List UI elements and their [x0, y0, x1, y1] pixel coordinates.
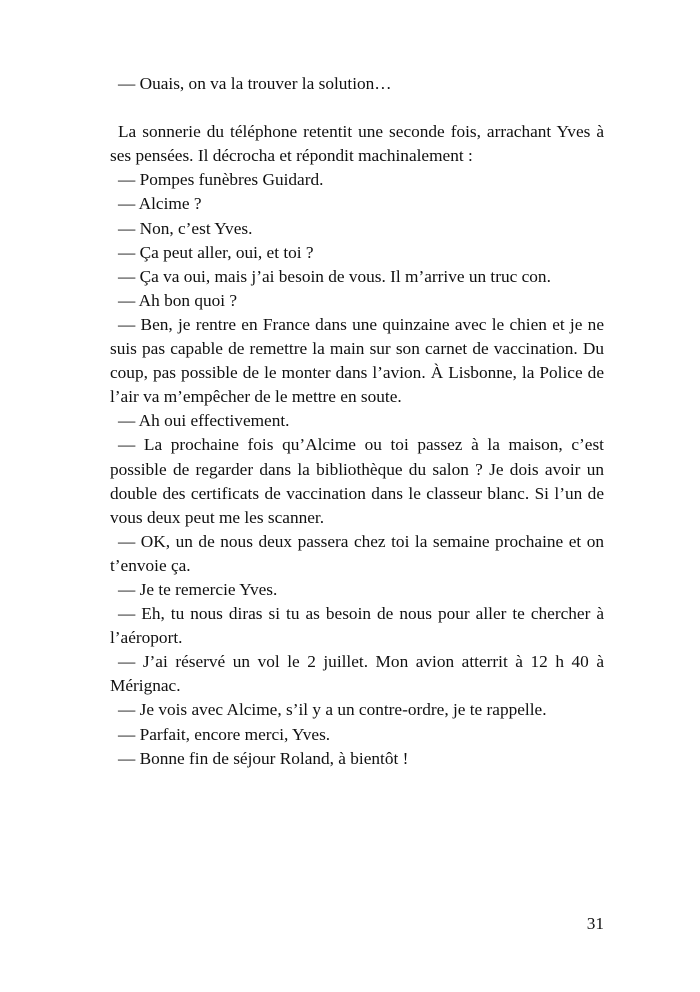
paragraph: — Ça peut aller, oui, et toi ? — [118, 242, 314, 262]
paragraph: — OK, un de nous deux passera chez toi la semaine prochaine et on t’envoie ça. — [110, 531, 604, 575]
paragraph: — Alcime ? — [118, 194, 202, 214]
paragraph: — Je vois avec Alcime, s’il y a un contre-ordre, je te rappelle. — [118, 700, 547, 720]
paragraph: — Je te remercie Yves. — [118, 579, 278, 599]
paragraph: — Ah bon quoi ? — [118, 290, 238, 310]
paragraph: — Bonne fin de séjour Roland, à bientôt ! — [118, 748, 409, 768]
blank-line — [110, 96, 604, 120]
paragraph: — Non, c’est Yves. — [118, 218, 253, 238]
paragraph: — Ça va oui, mais j’ai besoin de vous. Il m’arrive un truc con. — [118, 266, 551, 286]
paragraph: — Ah oui effectivement. — [118, 411, 290, 431]
body-text — [110, 72, 604, 771]
paragraph: — Ben, je rentre en France dans une quinzaine avec le chien et je ne suis pas capable de remettre la main sur son carnet de vaccination. Du coup, pas possible de le monter dans l’avion. À Lisbonne, la Police de l’air va m’empêcher de le mettre en soute. — [110, 314, 604, 407]
paragraph: — La prochaine fois qu’Alcime ou toi passez à la maison, c’est possible de regarder dans la bibliothèque du salon ? Je dois avoir un double des certificats de vaccination dans le classeur blanc. Si l’un de vous deux peut me les scanner. — [110, 435, 604, 527]
paragraph: — J’ai réservé un vol le 2 juillet. Mon avion atterrit à 12 h 40 à Mérignac. — [110, 652, 604, 696]
paragraph: — Eh, tu nous diras si tu as besoin de nous pour aller te chercher à l’aéroport. — [110, 604, 604, 648]
paragraph: — Pompes funèbres Guidard. — [118, 170, 324, 190]
page-number: 31 — [586, 914, 604, 933]
paragraph: La sonnerie du téléphone retentit une seconde fois, arrachant Yves à ses pensées. Il décrocha et répondit machinalement : — [110, 122, 604, 166]
paragraph: — Ouais, on va la trouver la solution… — [118, 74, 392, 93]
paragraph: — Parfait, encore merci, Yves. — [118, 724, 331, 744]
